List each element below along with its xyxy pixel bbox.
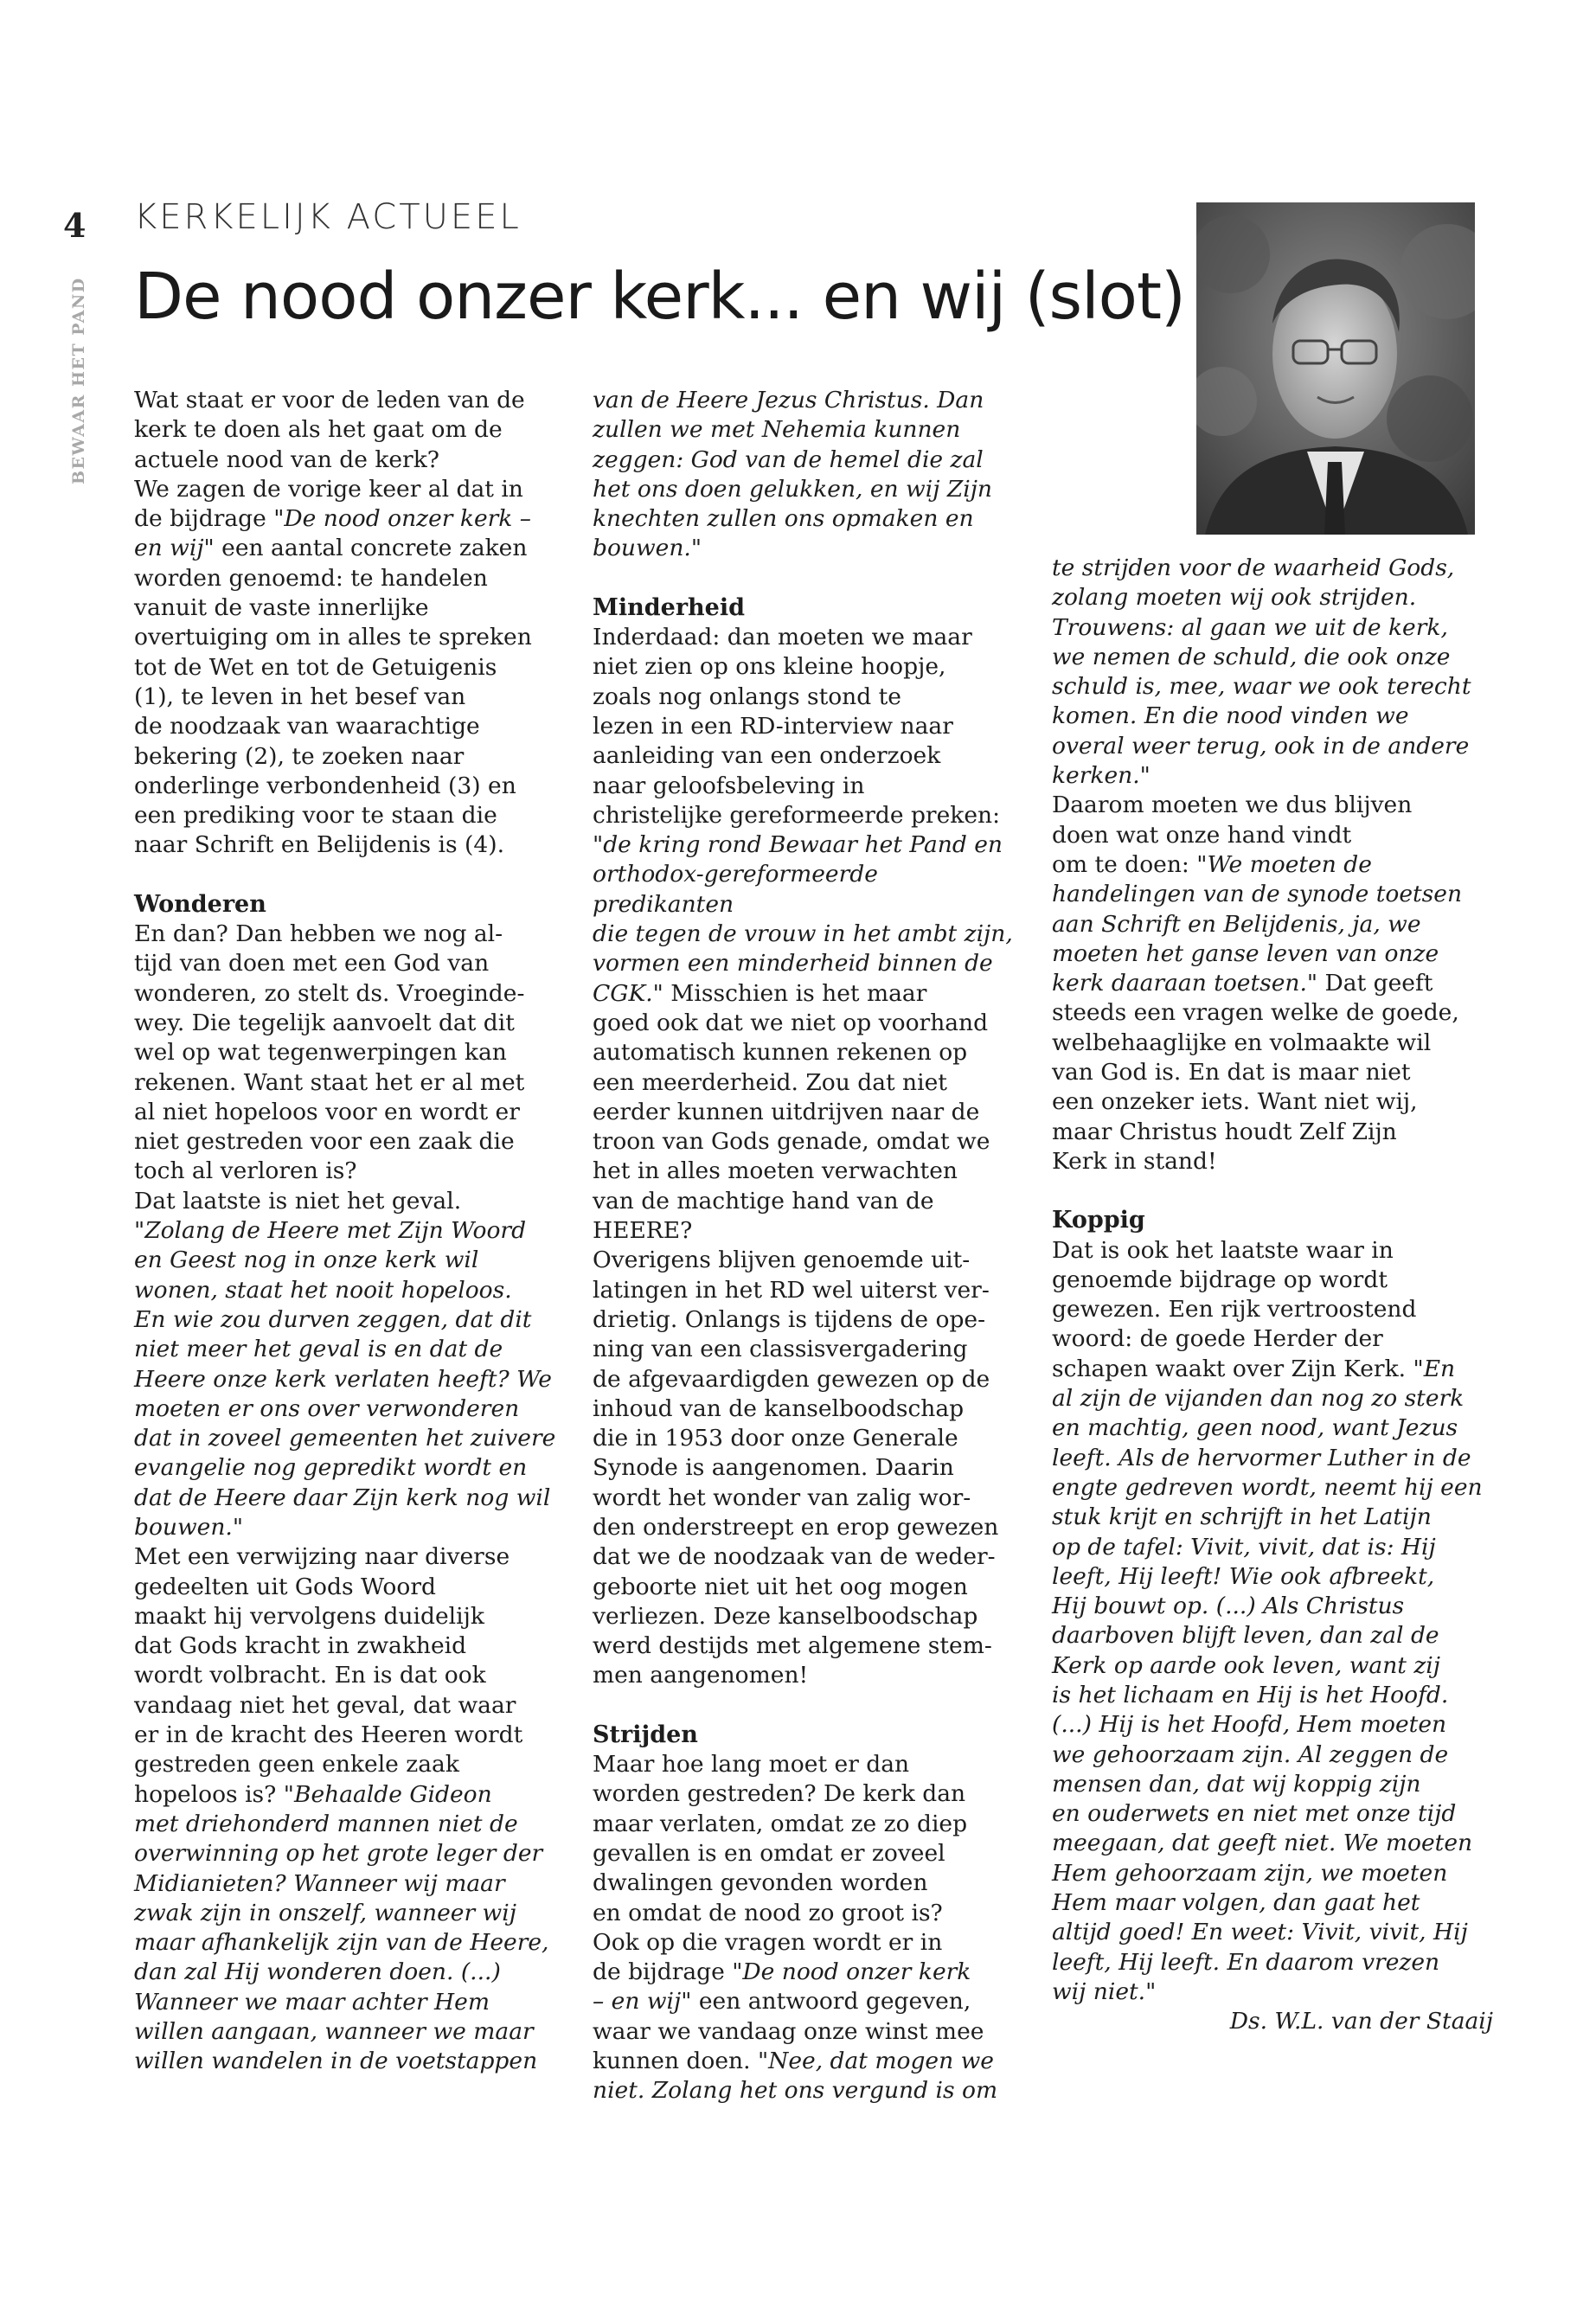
running-header-vertical: BEWAAR HET PAND <box>69 277 88 484</box>
subheading-strijden: Strijden <box>593 1721 698 1748</box>
paragraph: En dan? Dan hebben we nog al- tijd van doen met een God van wonderen, zo stelt ds. Vroeginde- wey. Die tegelijk aanvoelt dat dit wel op wat tegenwerpingen kan rekenen. Want staat het er al met al niet hopeloos voor en wordt er niet gestreden voor een zaak die toch al verloren is? Dat laatste is niet het geval. "Zolang de Heere met Zijn Woord en Geest nog in onze kerk wil wonen, staat het nooit hopeloos. En wie zou durven zeggen, dat dit niet meer het geval is en dat de Heere onze kerk verlaten heeft? We moeten er ons over verwonderen dat in zoveel gemeenten het zuivere evangelie nog gepredikt wordt en dat de Heere daar Zijn kerk nog wil bouwen." <box>134 920 556 1541</box>
subheading-minderheid: Minderheid <box>593 593 746 621</box>
article-title: De nood onzer kerk... en wij (slot) <box>134 260 1185 334</box>
paragraph: Dat is ook het laatste waar in genoemde bijdrage op wordt gewezen. Een rijk vertroostend woord: de goede Herder der schapen waakt over Zijn Kerk. "En al zijn de vijanden dan nog zo sterk en machtig, geen nood, want Jezus leeft. Als de hervormer Luther in de engte gedreven wordt, neemt hij een stuk krijt en schrijft in het Latijn op de tafel: Vivit, vivit, dat is: Hij leeft, Hij leeft! Wie ook afbreekt, Hij bouwt op. (...) Als Christus daarboven blijft leven, dan zal de Kerk op aarde ook leven, want zij is het lichaam en Hij is het Hoofd. (...) Hij is het Hoofd, Hem moeten we gehoorzaam zijn. Al zeggen de mensen dan, dat wij koppig zijn en ouderwets en niet met onze tijd meegaan, dat geeft niet. We moeten Hem gehoorzaam zijn, we moeten Hem maar volgen, dan gaat het altijd goed! En weet: Vivit, vivit, Hij leeft, Hij leeft. En daarom vrezen wij niet." <box>1052 1236 1483 2005</box>
subheading-koppig: Koppig <box>1052 1207 1145 1234</box>
paragraph: Wat staat er voor de leden van de kerk te doen als het gaat om de actuele nood van de kerk? We zagen de vorige keer al dat in de bijdrage "De nood onzer kerk – en wij" een aantal concrete zaken worden genoemd: te handelen vanuit de vaste innerlijke overtuiging om in alles te spreken tot de Wet en tot de Getuigenis (1), te leven in het besef van de noodzaak van waarachtige bekering (2), te zoeken naar onderlinge verbondenheid (3) en een prediking voor te staan die naar Schrift en Belijdenis is (4). <box>134 387 532 859</box>
section-heading: KERKELIJK ACTUEEL <box>134 197 522 237</box>
column-3 <box>1052 554 1493 2037</box>
subheading-wonderen: Wonderen <box>134 890 266 918</box>
paragraph: Met een verwijzing naar diverse gedeelten uit Gods Woord maakt hij vervolgens duidelijk dat Gods kracht in zwakheid wordt volbracht. En is dat ook vandaag niet het geval, dat waar er in de kracht des Heeren wordt gestreden geen enkele zaak hopeloos is? "Behaalde Gideon met driehonderd mannen niet de overwinning op het grote leger der Midianieten? Wanneer wij maar zwak zijn in onszelf, wanneer wij maar afhankelijk zijn van de Heere, dan zal Hij wonderen doen. (...) Wanneer we maar achter Hem willen aangaan, wanneer we maar willen wandelen in de voetstappen <box>134 1543 549 2075</box>
paragraph: Daarom moeten we dus blijven doen wat onze hand vindt om te doen: "We moeten de handelingen van de synode toetsen aan Schrift en Belijdenis, ja, we moeten het ganse leven van onze kerk daaraan toetsen." Dat geeft steeds een vragen welke de goede, welbehaaglijke en volmaakte wil van God is. En dat is maar niet een onzeker iets. Want niet wij, maar Christus houdt Zelf Zijn Kerk in stand! <box>1052 792 1463 1175</box>
author-signature: Ds. W.L. van der Staaij <box>1229 2008 1493 2035</box>
column-2 <box>593 386 1025 2106</box>
column-1 <box>134 386 567 2077</box>
author-photo <box>1196 202 1475 535</box>
paragraph: Maar hoe lang moet er dan worden gestreden? De kerk dan maar verlaten, omdat ze zo diep gevallen is en omdat er zoveel dwalingen gevonden worden en omdat de nood zo groot is? Ook op die vragen wordt er in de bijdrage "De nood onzer kerk – en wij" een antwoord gegeven, waar we vandaag onze winst mee kunnen doen. "Nee, dat mogen we niet. Zolang het ons vergund is om <box>593 1751 998 2105</box>
paragraph: Inderdaad: dan moeten we maar niet zien op ons kleine hoopje, zoals nog onlangs stond te lezen in een RD-interview naar aanleiding van een onderzoek naar geloofsbeleving in christelijke gereformeerde preken: "de kring rond Bewaar het Pand en orthodox-gereformeerde predikanten die tegen de vrouw in het ambt zijn, vormen een minderheid binnen de CGK." Misschien is het maar goed ook dat we niet op voorhand automatisch kunnen rekenen op een meerderheid. Zou dat niet eerder kunnen uitdrijven naar de troon van Gods genade, omdat we het in alles moeten verwachten van de machtige hand van de HEERE? Overigens blijven genoemde uit- latingen in het RD wel uiterst ver- drietig. Onlangs is tijdens de ope- ning van een classisvergadering de afgevaardigden gewezen op de inhoud van de kanselboodschap die in 1953 door onze Generale Synode is aangenomen. Daarin wordt het wonder van zalig wor- den onderstreept en erop gewezen dat we de noodzaak van de weder- geboorte niet uit het oog mogen verliezen. Deze kanselboodschap werd destijds met algemene stem- men aangenomen! <box>593 624 1013 1689</box>
paragraph: van de Heere Jezus Christus. Dan zullen we met Nehemia kunnen zeggen: God van de hemel die zal het ons doen gelukken, en wij Zijn knechten zullen ons opmaken en bouwen." <box>593 387 993 562</box>
page-number: 4 <box>63 206 87 245</box>
paragraph: te strijden voor de waarheid Gods, zolang moeten wij ook strijden. Trouwens: al gaan we uit de kerk, we nemen de schuld, die ook onze schuld is, mee, waar we ook terecht komen. En die nood vinden we overal weer terug, ook in de andere kerken." <box>1052 554 1471 790</box>
